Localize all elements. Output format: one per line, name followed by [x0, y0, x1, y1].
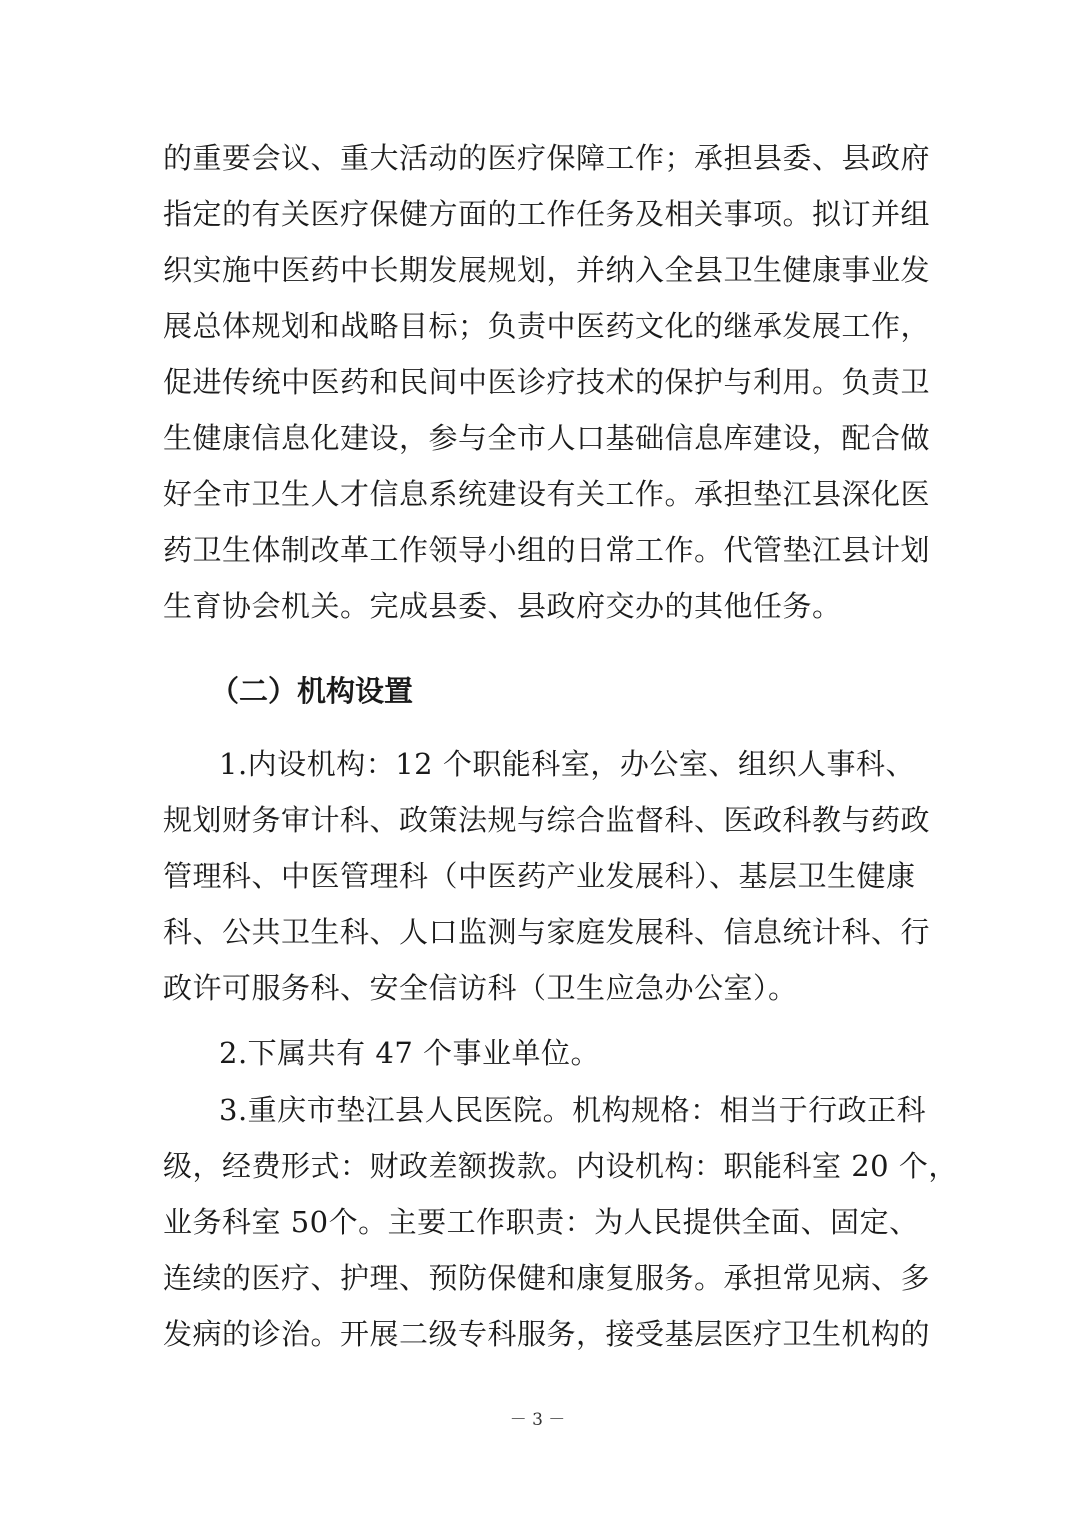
paragraph-line: 发病的诊治。开展二级专科服务，接受基层医疗卫生机构的: [163, 1317, 931, 1351]
paragraph-line: 织实施中医药中长期发展规划，并纳入全县卫生健康事业发: [163, 253, 931, 287]
paragraph-line: 连续的医疗、护理、预防保健和康复服务。承担常见病、多: [163, 1261, 931, 1295]
page-number: － 3 －: [509, 1410, 566, 1430]
paragraph-line: 药卫生体制改革工作领导小组的日常工作。代管垫江县计划: [163, 533, 931, 567]
paragraph-line: 管理科、中医管理科（中医药产业发展科）、基层卫生健康: [163, 859, 916, 893]
paragraph-line: 展总体规划和战略目标；负责中医药文化的继承发展工作，: [163, 309, 931, 343]
paragraph-line: 好全市卫生人才信息系统建设有关工作。承担垫江县深化医: [163, 477, 931, 511]
paragraph-line: 业务科室 50个。主要工作职责：为人民提供全面、固定、: [163, 1205, 919, 1239]
paragraph-line: 规划财务审计科、政策法规与综合监督科、医政科教与药政: [163, 803, 931, 837]
paragraph-line: 2.下属共有 47 个事业单位。: [219, 1036, 601, 1070]
paragraph-line: 指定的有关医疗保健方面的工作任务及相关事项。拟订并组: [163, 197, 931, 231]
paragraph-line: 生健康信息化建设，参与全市人口基础信息库建设，配合做: [163, 421, 931, 455]
paragraph-line: 1.内设机构：12 个职能科室，办公室、组织人事科、: [219, 747, 915, 781]
section-heading: （二）机构设置: [210, 674, 414, 708]
paragraph-line: 级，经费形式：财政差额拨款。内设机构：职能科室 20 个，: [163, 1149, 958, 1183]
paragraph-line: 的重要会议、重大活动的医疗保障工作；承担县委、县政府: [163, 141, 931, 175]
paragraph-line: 科、公共卫生科、人口监测与家庭发展科、信息统计科、行: [163, 915, 931, 949]
paragraph-line: 政许可服务科、安全信访科（卫生应急办公室）。: [163, 971, 798, 1005]
paragraph-line: 生育协会机关。完成县委、县政府交办的其他任务。: [163, 589, 842, 623]
paragraph-line: 促进传统中医药和民间中医诊疗技术的保护与利用。负责卫: [163, 365, 931, 399]
paragraph-line: 3.重庆市垫江县人民医院。机构规格：相当于行政正科: [219, 1093, 927, 1127]
